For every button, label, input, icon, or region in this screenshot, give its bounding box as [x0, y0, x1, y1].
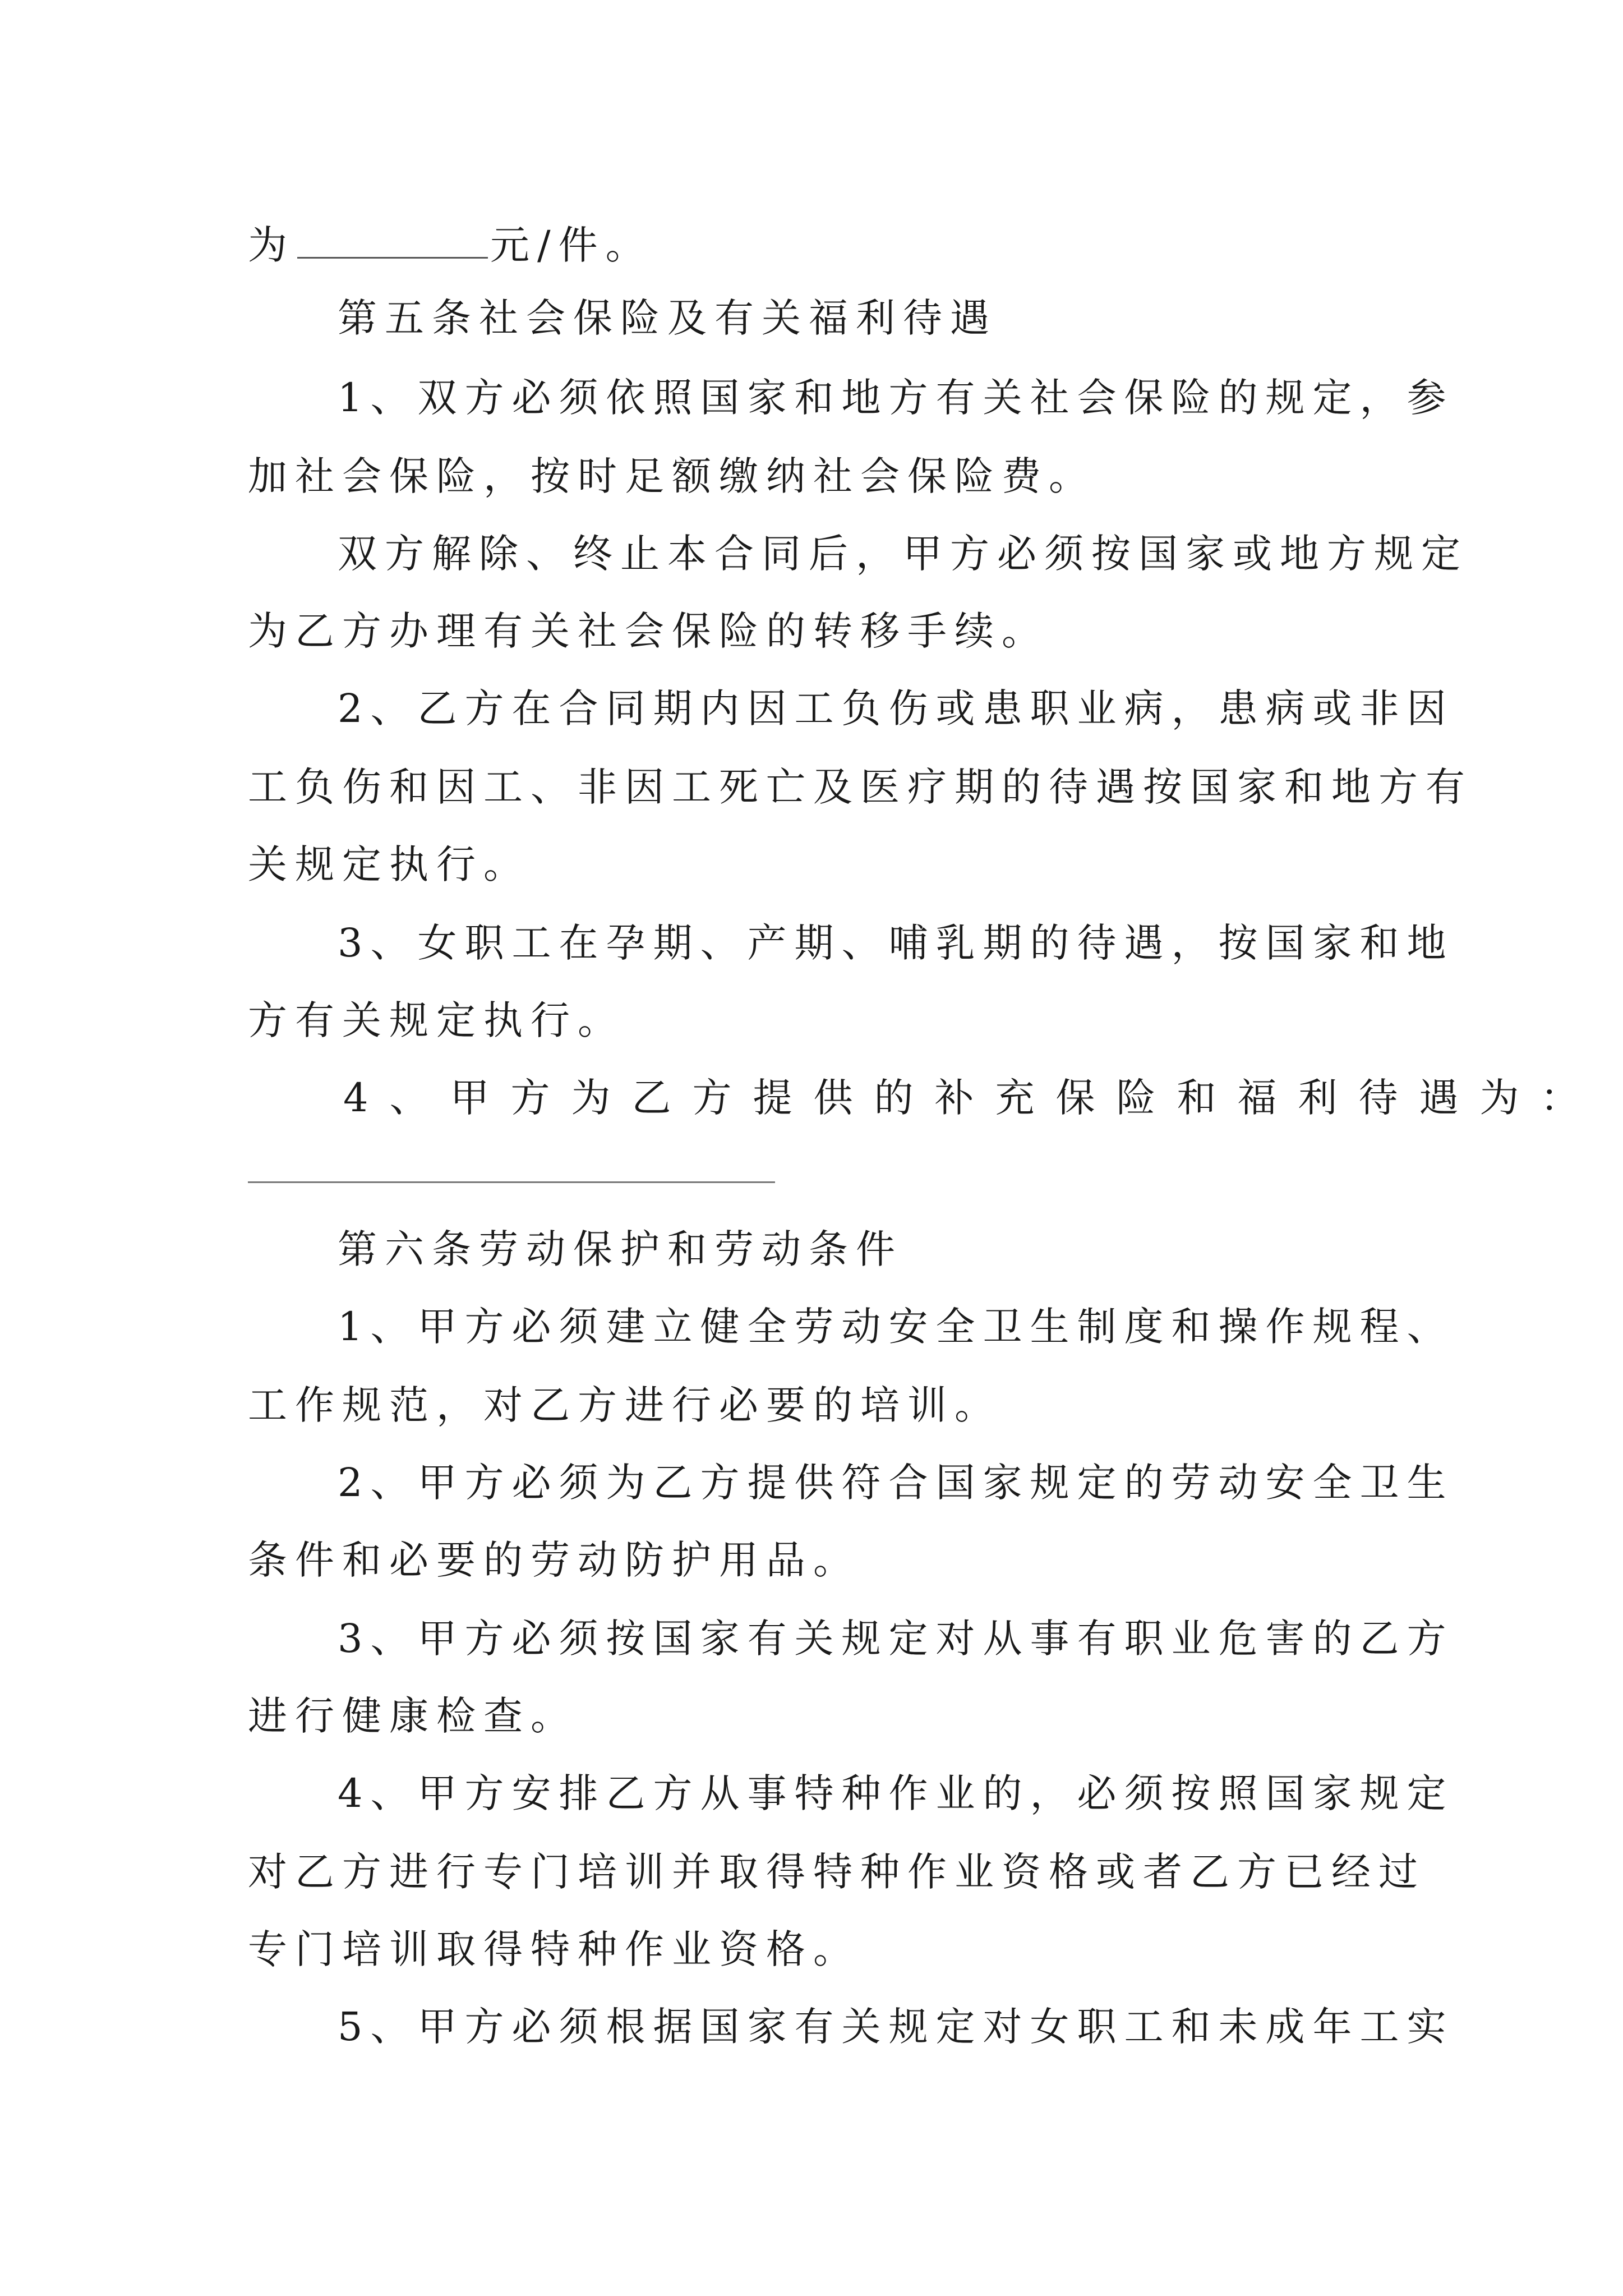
- text-line: 对乙方进行专门培训并取得特种作业资格或者乙方已经过: [248, 1849, 1426, 1895]
- text-line: 方有关规定执行。: [248, 997, 625, 1043]
- text-line: 为乙方办理有关社会保险的转移手续。: [248, 608, 1049, 654]
- text-line: 3、甲方必须按国家有关规定对从事有职业危害的乙方: [338, 1616, 1454, 1662]
- text-line: 3、女职工在孕期、产期、哺乳期的待遇，按国家和地: [338, 920, 1454, 966]
- text-line: 关规定执行。: [248, 841, 531, 887]
- text-line: 进行健康检查。: [248, 1693, 578, 1739]
- article-heading: 第五条社会保险及有关福利待遇: [338, 295, 997, 341]
- text-line: 2、甲方必须为乙方提供符合国家规定的劳动安全卫生: [338, 1460, 1454, 1506]
- text-fragment: 为: [248, 222, 295, 268]
- text-line: 1、双方必须依照国家和地方有关社会保险的规定，参: [338, 375, 1454, 421]
- fill-in-underline: [248, 1181, 775, 1183]
- text-line: 5、甲方必须根据国家有关规定对女职工和未成年工实: [338, 2004, 1454, 2050]
- text-line: [248, 218, 1623, 270]
- text-line: 工负伤和因工、非因工死亡及医疗期的待遇按国家和地方有: [248, 764, 1473, 810]
- text-line: 加社会保险，按时足额缴纳社会保险费。: [248, 453, 1096, 499]
- text-line: 2、乙方在合同期内因工负伤或患职业病，患病或非因: [338, 685, 1454, 731]
- text-line: 专门培训取得特种作业资格。: [248, 1926, 860, 1972]
- text-line: 工作规范，对乙方进行必要的培训。: [248, 1382, 1002, 1428]
- fill-in-blank: [297, 218, 488, 259]
- text-line: 条件和必要的劳动防护用品。: [248, 1537, 860, 1583]
- text-line: 双方解除、终止本合同后，甲方必须按国家或地方规定: [338, 531, 1468, 577]
- text-line: 4、甲方为乙方提供的补充保险和福利待遇为：: [343, 1075, 1601, 1121]
- text-line: 1、甲方必须建立健全劳动安全卫生制度和操作规程、: [338, 1304, 1454, 1350]
- article-heading: 第六条劳动保护和劳动条件: [338, 1226, 903, 1272]
- text-fragment: 元/件。: [490, 222, 653, 268]
- text-line: 4、甲方安排乙方从事特种作业的，必须按照国家规定: [338, 1770, 1454, 1816]
